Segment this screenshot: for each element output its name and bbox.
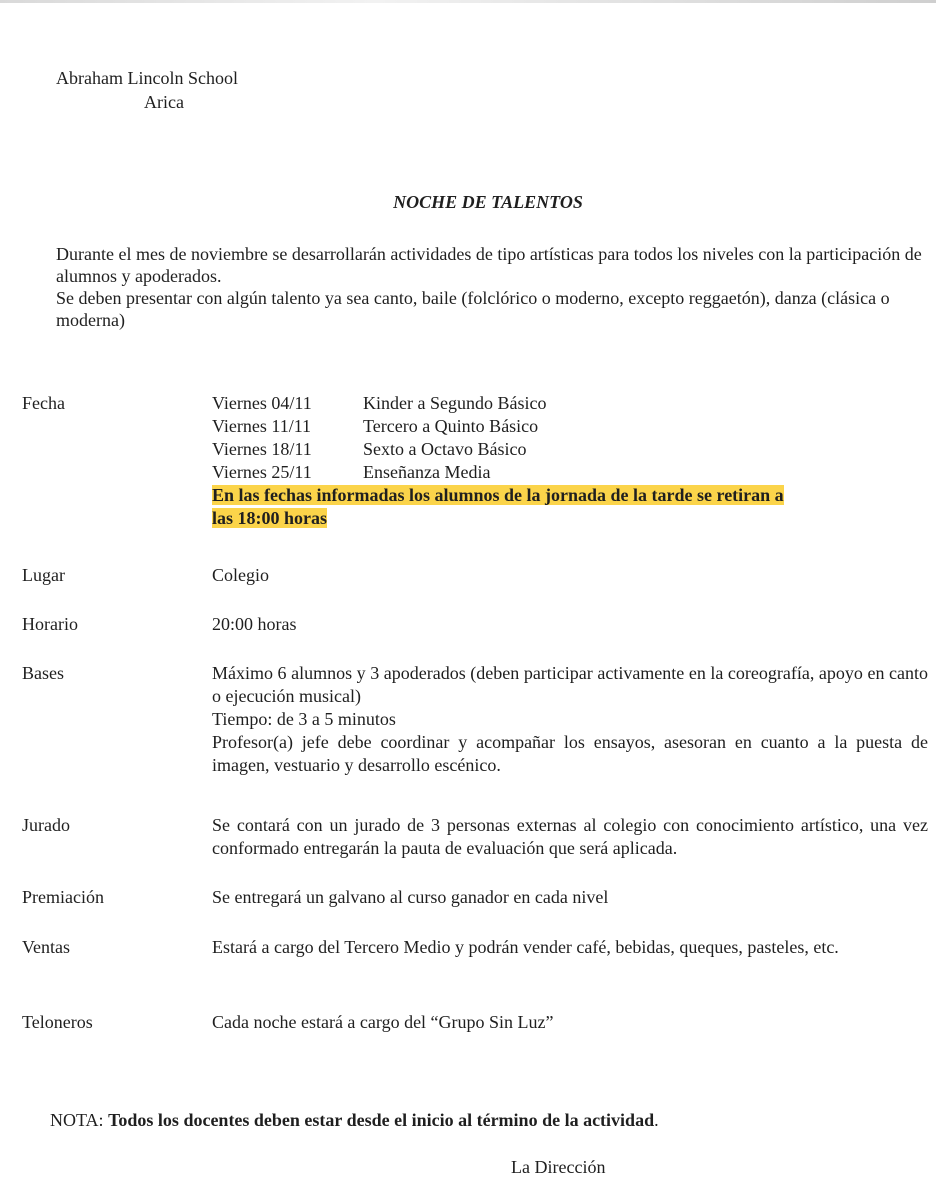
- date-day: Viernes 11/11: [212, 416, 312, 436]
- school-name: Abraham Lincoln School: [56, 68, 238, 88]
- teloneros-value: Cada noche estará a cargo del “Grupo Sin Luz”: [212, 1012, 554, 1032]
- label-lugar: Lugar: [22, 565, 65, 585]
- label-ventas: Ventas: [22, 937, 70, 957]
- intro-paragraph: [56, 243, 922, 331]
- label-jurado: Jurado: [22, 815, 70, 835]
- signature: La Dirección: [511, 1157, 606, 1177]
- bases-paragraph-2: Tiempo: de 3 a 5 minutos: [212, 709, 396, 729]
- label-horario: Horario: [22, 614, 78, 634]
- note-suffix: .: [654, 1110, 659, 1130]
- ventas-value: Estará a cargo del Tercero Medio y podrán vender café, bebidas, queques, pasteles, etc.: [212, 937, 839, 957]
- date-level: Sexto a Octavo Básico: [363, 439, 527, 459]
- scan-top-edge: [0, 0, 936, 3]
- date-list: [212, 392, 612, 484]
- label-fecha: Fecha: [22, 393, 65, 413]
- date-row: [212, 438, 612, 461]
- lugar-value: Colegio: [212, 565, 269, 585]
- date-day: Viernes 25/11: [212, 462, 312, 482]
- school-city: Arica: [144, 92, 184, 112]
- jurado-value: Se contará con un jurado de 3 personas externas al colegio con conocimiento artístico, una vez conformado entregarán la pauta de evaluación que será aplicada.: [212, 815, 928, 858]
- date-row: [212, 461, 612, 484]
- premiacion-value: Se entregará un galvano al curso ganador en cada nivel: [212, 887, 609, 907]
- date-day: Viernes 18/11: [212, 439, 312, 459]
- fecha-content: [212, 392, 928, 530]
- intro-line-1: Durante el mes de noviembre se desarrollarán actividades de tipo artísticas para todos los niveles con la participación de alumnos y apoderados.: [56, 244, 922, 286]
- highlight-line-2: las 18:00 horas: [212, 508, 328, 528]
- highlight-notice: [212, 484, 928, 530]
- label-teloneros: Teloneros: [22, 1012, 93, 1032]
- document-title: NOCHE DE TALENTOS: [393, 192, 583, 212]
- bases-content: [212, 662, 928, 777]
- date-row: [212, 415, 612, 438]
- intro-line-2: Se deben presentar con algún talento ya sea canto, baile (folclórico o moderno, excepto reggaetón), danza (clásica o moderna): [56, 288, 890, 330]
- bases-paragraph-3: Profesor(a) jefe debe coordinar y acompañar los ensayos, asesoran en cuanto a la puesta de imagen, vestuario y desarrollo escénico.: [212, 732, 928, 775]
- highlight-line-1: En las fechas informadas los alumnos de la jornada de la tarde se retiran a: [212, 485, 784, 505]
- date-day: Viernes 04/11: [212, 393, 312, 413]
- horario-value: 20:00 horas: [212, 614, 297, 634]
- note-text: Todos los docentes deben estar desde el inicio al término de la actividad: [108, 1110, 655, 1130]
- date-level: Tercero a Quinto Básico: [363, 416, 539, 436]
- bases-paragraph-1: Máximo 6 alumnos y 3 apoderados (deben participar activamente en la coreografía, apoyo en canto o ejecución musical): [212, 663, 928, 706]
- school-header: [56, 66, 238, 114]
- date-level: Kinder a Segundo Básico: [363, 393, 547, 413]
- label-bases: Bases: [22, 663, 64, 683]
- date-row: [212, 392, 612, 415]
- note: [50, 1110, 659, 1131]
- date-level: Enseñanza Media: [363, 462, 491, 482]
- label-premiacion: Premiación: [22, 887, 104, 907]
- note-prefix: NOTA:: [50, 1110, 109, 1130]
